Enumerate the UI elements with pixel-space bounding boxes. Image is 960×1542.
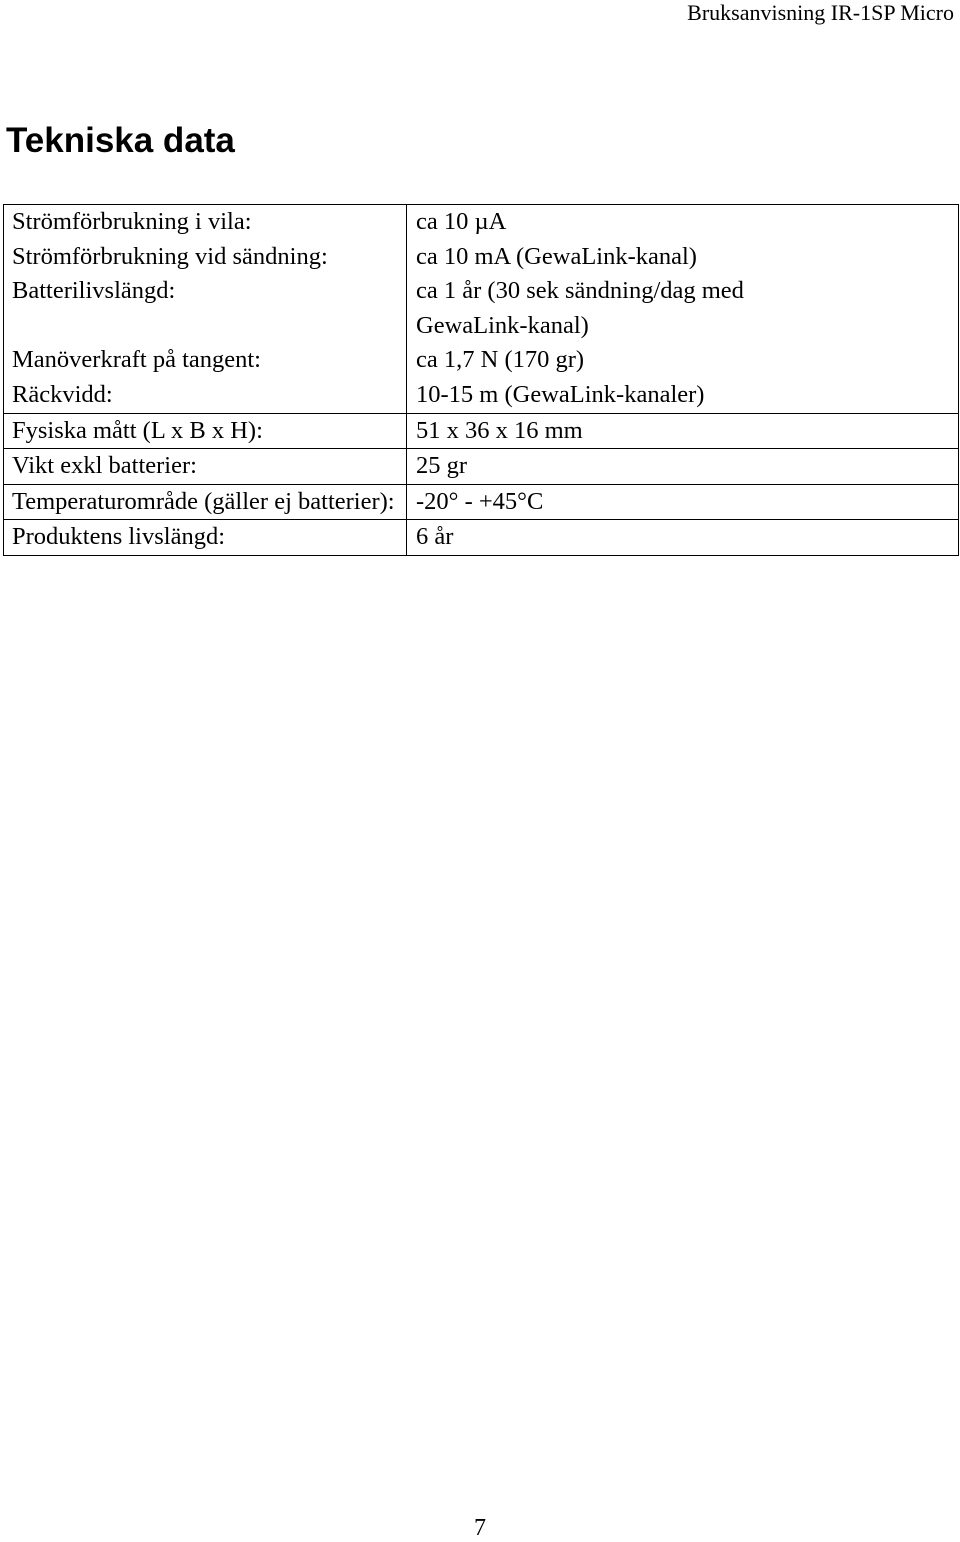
spec-label: Strömförbrukning i vila: [12,208,252,235]
page-number: 7 [474,1515,486,1541]
spec-row-weight [4,449,959,485]
spec-label: Manöverkraft på tangent: [12,346,261,374]
spec-value: 6 år [407,520,959,556]
spec-value: 25 gr [407,449,959,485]
spec-value: ca 1,7 N (170 gr) [407,343,959,378]
spec-value: 51 x 36 x 16 mm [407,413,959,449]
spec-value-line-1: ca 1 år (30 sek sändning/dag med [416,277,744,305]
spec-label: Strömförbrukning vid sändning: [12,242,328,270]
section-title: Tekniska data [6,121,235,160]
spec-value: ca 10 mA (GewaLink-kanal) [407,240,959,275]
spec-value: ca 10 µA [407,205,959,240]
spec-label: Batterilivslängd: [12,277,176,305]
spec-label: Räckvidd: [12,380,113,408]
spec-value: -20° - +45°C [407,484,959,520]
spec-row-key-force [4,343,959,378]
spec-row-dimensions [4,413,959,449]
spec-row-lifetime [4,520,959,556]
spec-row-transmit-current [4,240,959,275]
spec-value: 10-15 m (GewaLink-kanaler) [407,378,959,413]
spec-value [407,274,959,343]
spec-row-range [4,378,959,413]
spec-row-battery-life [4,274,959,343]
spec-label: Temperaturområde (gäller ej batterier): [4,484,407,520]
spec-row-temperature [4,484,959,520]
running-header: Bruksanvisning IR-1SP Micro [687,0,954,25]
spec-label: Produktens livslängd: [4,520,407,556]
spec-label: Fysiska mått (L x B x H): [4,413,407,449]
spec-label: Vikt exkl batterier: [4,449,407,485]
spec-value-line-2: GewaLink-kanal) [416,311,589,339]
spec-row-standby-current [4,205,959,240]
technical-data-table [3,204,959,556]
